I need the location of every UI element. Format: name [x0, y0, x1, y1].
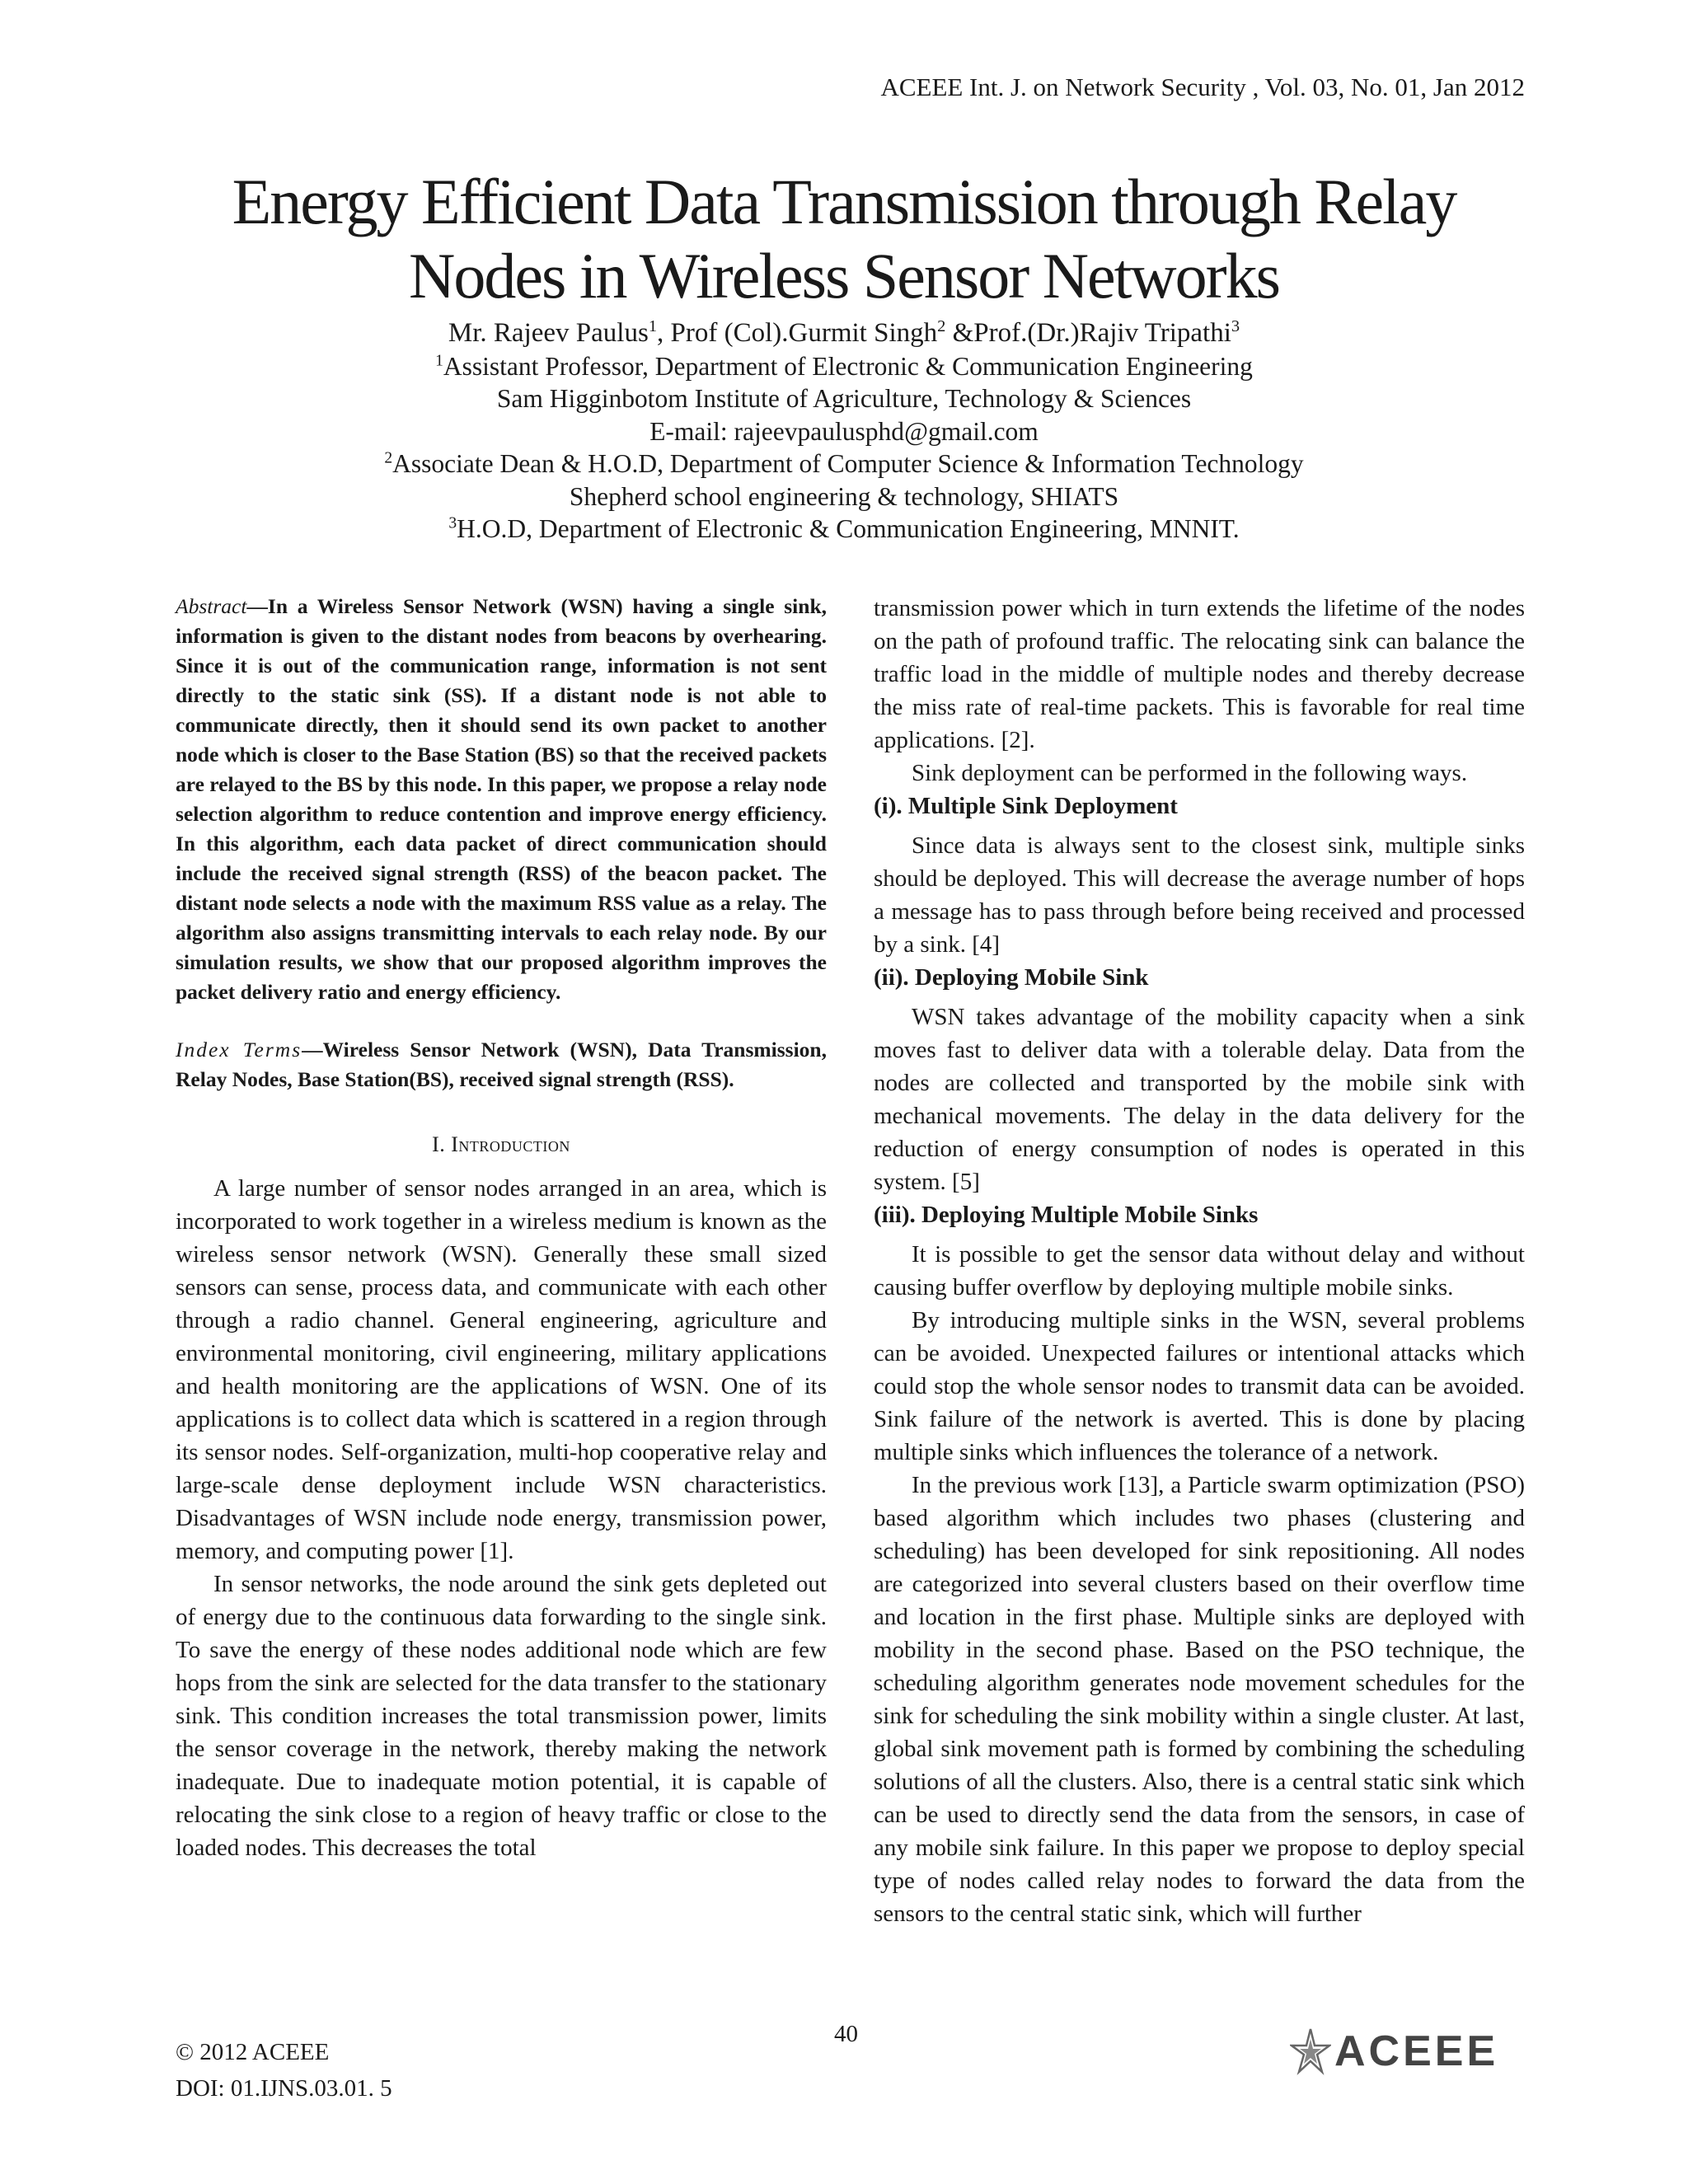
copyright-text: © 2012 ACEEE	[176, 2039, 330, 2065]
author-2: , Prof (Col).Gurmit Singh	[657, 318, 938, 348]
author-2-sup: 2	[937, 317, 946, 335]
paper-title	[0, 165, 1688, 313]
multiple-sinks-benefits-paragraph: By introducing multiple sinks in the WSN, several problems can be avoided. Unexpected failures or intentional attacks which could stop the whole sensor nodes to transmit data can be avoided. Sink failure of the network is averted. This is done by placing multiple sinks which influences the tolerance of a network.	[874, 1307, 1525, 1465]
authors-block	[0, 317, 1688, 546]
sink-deployment-paragraph: Sink deployment can be performed in the following ways.	[912, 760, 1468, 786]
index-terms	[176, 1035, 827, 1094]
mobile-sink-paragraph: WSN takes advantage of the mobility capacity when a sink moves fast to deliver data with a tolerable delay. Data from the nodes are collected and transported by the mobile sink with mechanical movements. The delay in the data delivery for the reduction of energy consumption of nodes is operated in this system. [5]	[874, 1004, 1525, 1195]
abstract-text: —In a Wireless Sensor Network (WSN) having a single sink, information is given to the distant nodes from beacons by overhearing. Since it is out of the communication range, information is not sent directly to the static sink (SS). If a distant node is not able to communicate directly, then it should send its own packet to another node which is closer to the Base Station (BS) so that the received packets are relayed to the BS by this node. In this paper, we propose a relay node selection algorithm to reduce contention and improve energy efficiency. In this algorithm, each data packet of direct communication should include the received signal strength (RSS) of the beacon packet. The distant node selects a node with the maximum RSS value as a relay. The algorithm also assigns transmitting intervals to each relay node. By our simulation results, we show that our proposed algorithm improves the packet delivery ratio and energy efficiency.	[176, 594, 827, 1004]
subheading-multiple-mobile-sinks: (iii). Deploying Multiple Mobile Sinks	[874, 1202, 1259, 1228]
journal-header: ACEEE Int. J. on Network Security , Vol. 03, No. 01, Jan 2012	[880, 73, 1525, 101]
section-heading-introduction: I. Introduction	[432, 1132, 570, 1156]
left-column	[176, 592, 827, 1864]
abstract	[176, 592, 827, 1007]
right-column	[874, 592, 1525, 1930]
affiliation-3-line-1: H.O.D, Department of Electronic & Communication Engineering, MNNIT.	[457, 514, 1240, 543]
star-icon	[1290, 2027, 1331, 2075]
pso-paragraph: In the previous work [13], a Particle swarm optimization (PSO) based algorithm which includes two phases (clustering and scheduling) has been developed for sink repositioning. All nodes are categorized into several clusters based on their overflow time and location in the first phase. Multiple sinks are deployed with mobility in the second phase. Based on the PSO technique, the scheduling algorithm generates node movement schedules for the sink for scheduling the sink mobility within a single cluster. At last, global sink movement path is formed by combining the scheduling solutions of all the clusters. Also, there is a central static sink which can be used to directly send the data from the sensors, in case of any mobile sink failure. In this paper we propose to deploy special type of nodes called relay nodes to forward the data from the sensors to the central static sink, which will further	[874, 1472, 1525, 1927]
affiliation-3	[0, 513, 1688, 546]
continuation-paragraph: transmission power which in turn extends the lifetime of the nodes on the path of profound traffic. The relocating sink can balance the traffic load in the middle of multiple nodes and thereby decrease the miss rate of real-time packets. This is favorable for real time applications. [2].	[874, 595, 1525, 753]
subheading-mobile-sink: (ii). Deploying Mobile Sink	[874, 964, 1149, 991]
multiple-sink-paragraph: Since data is always sent to the closest sink, multiple sinks should be deployed. This will decrease the average number of hops a message has to pass through before being received and processed by a sink. [4]	[874, 832, 1525, 958]
affiliation-1	[0, 350, 1688, 383]
author-email: E-mail: rajeevpaulusphd@gmail.com	[649, 416, 1039, 446]
abstract-label: Abstract	[176, 594, 247, 618]
affiliation-1-institute: Sam Higginbotom Institute of Agriculture, Technology & Sciences	[496, 384, 1192, 413]
author-1: Mr. Rajeev Paulus	[448, 318, 649, 348]
index-terms-text: —Wireless Sensor Network (WSN), Data Transmission, Relay Nodes, Base Station(BS), received signal strength (RSS).	[176, 1038, 827, 1091]
affiliation-2	[0, 448, 1688, 480]
intro-paragraph-1: A large number of sensor nodes arranged in an area, which is incorporated to work together in a wireless medium is known as the wireless sensor network (WSN). Generally these small sized sensors can sense, process data, and communicate with each other through a radio channel. General engineering, agriculture and environmental monitoring, civil engineering, military applications and health monitoring are the applications of WSN. One of its applications is to collect data which is scattered in a region through its sensor nodes. Self-organization, multi-hop cooperative relay and large-scale dense deployment include WSN characteristics. Disadvantages of WSN include node energy, transmission power, memory, and computing power [1].	[176, 1175, 827, 1564]
affiliation-2-sup: 2	[384, 449, 393, 467]
affiliation-3-sup: 3	[448, 514, 457, 532]
paper-title-line-1: Energy Efficient Data Transmission through Relay	[232, 166, 1456, 237]
affiliation-1-sup: 1	[435, 352, 443, 369]
index-terms-label: Index Terms	[176, 1038, 302, 1062]
affiliation-1-line-1: Assistant Professor, Department of Electronic & Communication Engineering	[443, 351, 1253, 381]
author-3: &Prof.(Dr.)Rajiv Tripathi	[945, 318, 1231, 348]
subheading-multiple-sink: (i). Multiple Sink Deployment	[874, 793, 1178, 819]
multiple-mobile-sinks-paragraph: It is possible to get the sensor data without delay and without causing buffer overflow by deploying multiple mobile sinks.	[874, 1241, 1525, 1301]
author-1-sup: 1	[648, 317, 658, 335]
logo-text: ACEEE	[1334, 2027, 1499, 2075]
affiliation-2-institute: Shepherd school engineering & technology, SHIATS	[569, 481, 1119, 511]
doi-text: DOI: 01.IJNS.03.01. 5	[176, 2075, 392, 2102]
footer-copyright	[176, 2034, 392, 2107]
paper-title-line-2: Nodes in Wireless Sensor Networks	[409, 240, 1279, 312]
author-names	[0, 317, 1688, 350]
publisher-logo	[1290, 2026, 1498, 2077]
intro-paragraph-2: In sensor networks, the node around the sink gets depleted out of energy due to the continuous data forwarding to the single sink. To save the energy of these nodes additional node which are few hops from the sink are selected for the data transfer to the stationary sink. This condition increases the total transmission power, limits the sensor coverage in the network, thereby making the network inadequate. Due to inadequate motion potential, it is capable of relocating the sink close to a region of heavy traffic or close to the loaded nodes. This decreases the total	[176, 1571, 827, 1861]
page-number: 40	[834, 2021, 858, 2047]
affiliation-2-line-1: Associate Dean & H.O.D, Department of Computer Science & Information Technology	[392, 449, 1304, 478]
author-3-sup: 3	[1231, 317, 1240, 335]
